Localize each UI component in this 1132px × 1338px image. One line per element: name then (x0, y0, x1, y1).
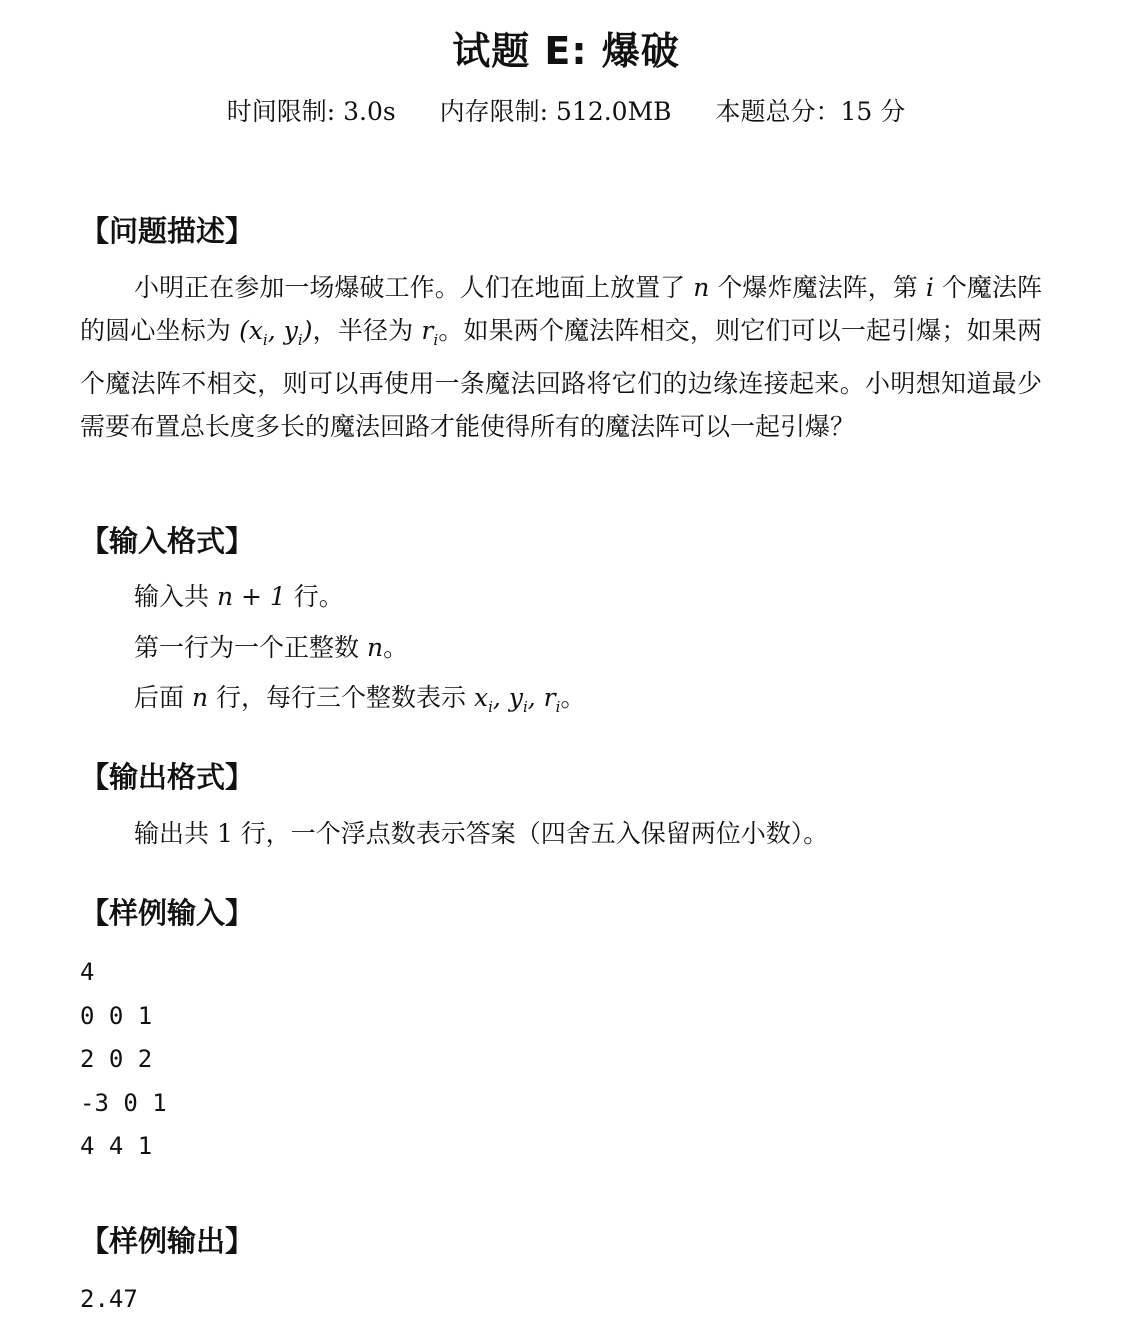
sample-output-line: 2.47 (80, 1285, 138, 1313)
var-n: n (191, 683, 209, 712)
description-text-5: 。如果两个魔法阵相交，则它们可以一起引爆；如果两个魔法阵不相交，则可以再使用一条魔法回路将它们的边缘连接起来。小明想知道最少需要布置总长度多长的魔法回路才能使得所有的魔法阵可以一起引爆？ (80, 316, 1042, 441)
problem-meta (0, 94, 1132, 130)
input-line-3 (134, 680, 585, 725)
sample-input-line: 0 0 1 (80, 1002, 153, 1030)
expr-n-plus-1: n + 1 (216, 582, 286, 611)
input-line-1-end: 行。 (293, 582, 344, 611)
sub-i: i (433, 331, 439, 349)
sep: , (527, 683, 544, 712)
input-line-1 (134, 579, 344, 615)
coord-x: (x (239, 316, 263, 345)
var-n: n (366, 633, 384, 662)
problem-title: 试题 E: 爆破 (452, 29, 680, 73)
sub-i: i (488, 698, 493, 716)
memory-limit: 内存限制: 512.0MB (439, 97, 672, 126)
input-heading: 【输入格式】 (80, 524, 255, 558)
sub-i: i (555, 698, 561, 716)
var-i: i (925, 273, 934, 302)
sub-i: i (522, 698, 528, 716)
input-line-3-mid: 行，每行三个整数表示 (216, 683, 467, 712)
var-r: r (543, 683, 556, 712)
coord-y: , y (267, 316, 298, 345)
output-line: 输出共 1 行，一个浮点数表示答案（四舍五入保留两位小数）。 (134, 819, 829, 848)
input-line-2 (134, 630, 408, 666)
var-x: x (474, 683, 489, 712)
sub-i: i (297, 331, 303, 349)
total-score: 本题总分：15 分 (715, 97, 906, 126)
description-text-3: 个魔法阵的圆心坐标为 (80, 273, 1043, 345)
coord-close: ) (302, 316, 313, 345)
description-text-4: ，半径为 (312, 316, 414, 345)
description-paragraph (80, 266, 1042, 448)
sample-input-heading: 【样例输入】 (80, 896, 255, 930)
input-line-3-text: 后面 (134, 683, 185, 712)
description-text-2: 个爆炸魔法阵，第 (717, 273, 918, 302)
input-line-2-end: 。 (383, 633, 409, 662)
sample-output-heading: 【样例输出】 (80, 1224, 255, 1258)
var-r: r (421, 316, 434, 345)
input-line-1-text: 输入共 (134, 582, 210, 611)
description-text-1: 小明正在参加一场爆破工作。人们在地面上放置了 (134, 273, 686, 302)
sample-input-line: 4 (80, 958, 95, 986)
sample-input-line: 2 0 2 (80, 1045, 153, 1073)
sample-input-line: -3 0 1 (80, 1089, 167, 1117)
sub-i: i (262, 331, 268, 349)
input-line-3-end: 。 (560, 683, 586, 712)
var-y: y (508, 683, 523, 712)
description-heading: 【问题描述】 (80, 214, 255, 248)
output-heading: 【输出格式】 (80, 760, 255, 794)
time-limit: 时间限制: 3.0s (226, 97, 396, 126)
sample-input-line: 4 4 1 (80, 1132, 153, 1160)
input-line-2-text: 第一行为一个正整数 (134, 633, 360, 662)
sep: , (492, 683, 509, 712)
var-n: n (693, 273, 710, 302)
